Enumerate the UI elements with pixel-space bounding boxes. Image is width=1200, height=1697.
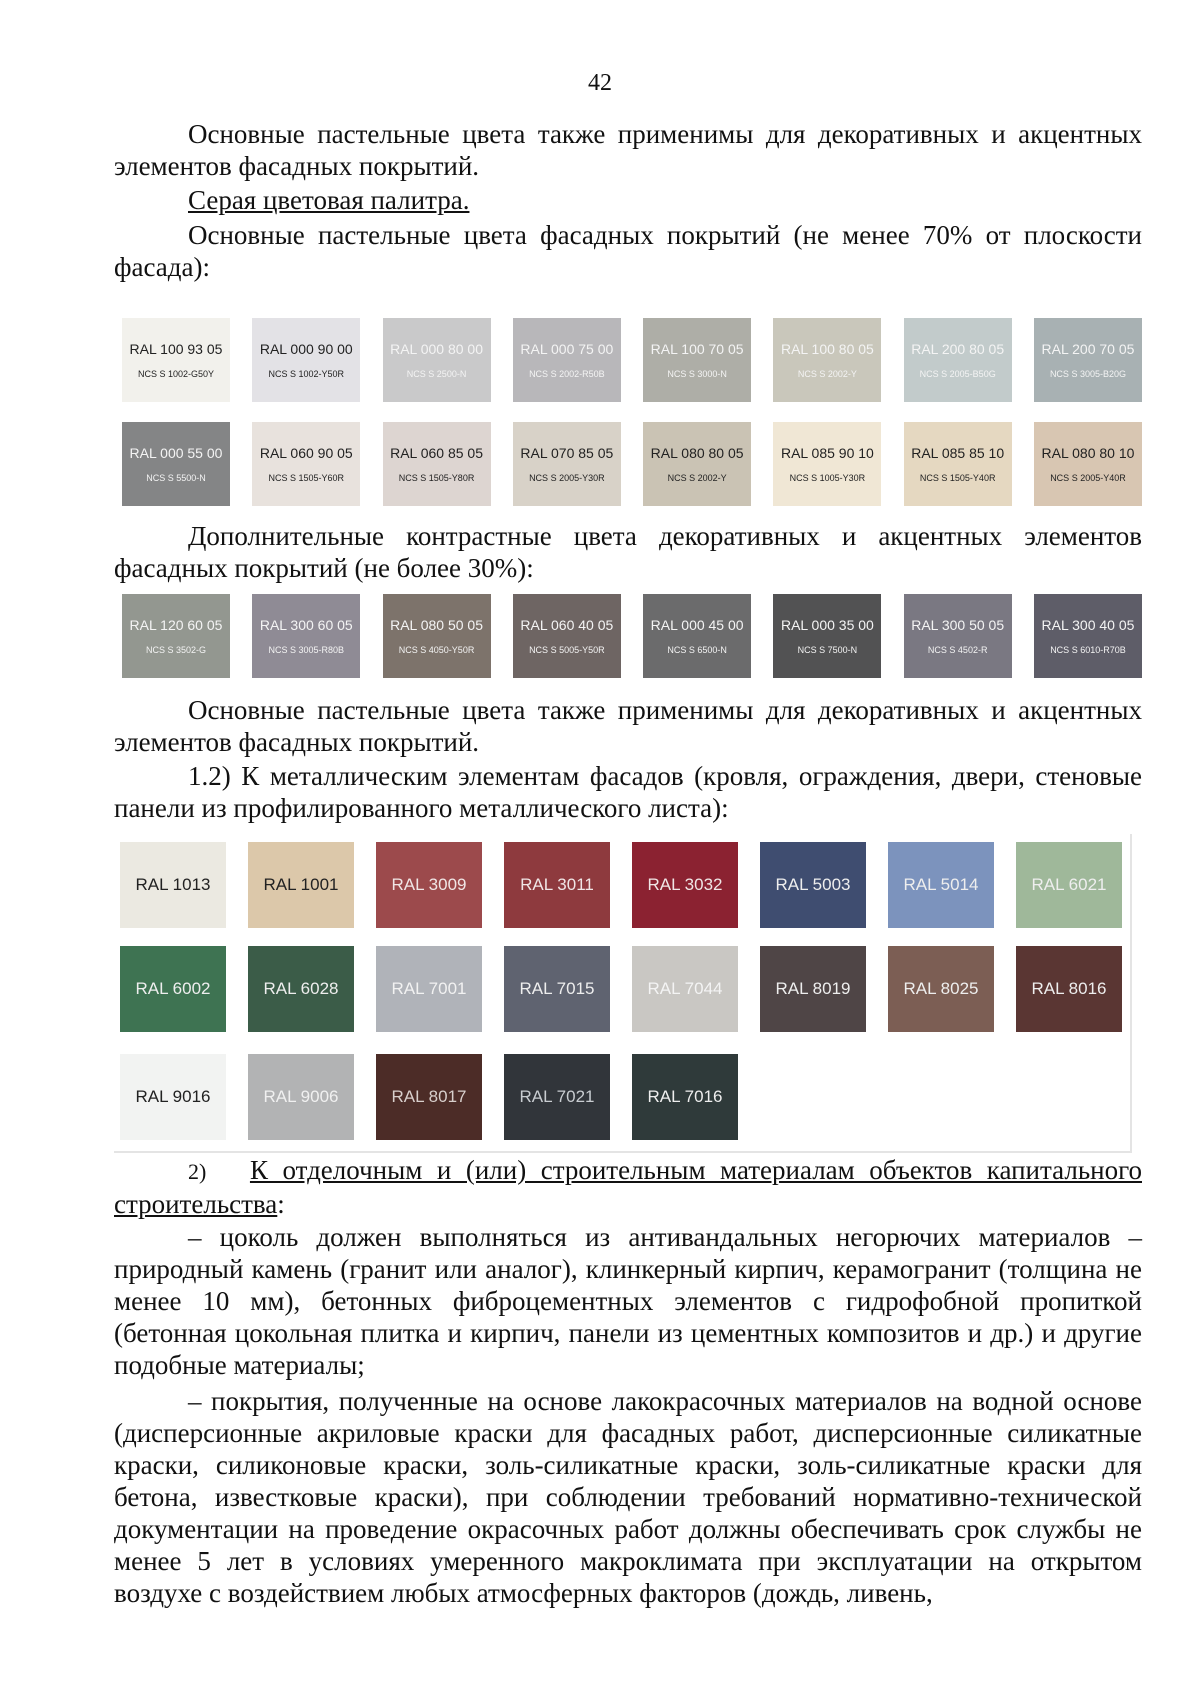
swatch-ral-code: RAL 100 93 05 — [129, 341, 223, 357]
swatch-ncs-code: NCS S 3005-B20G — [1049, 369, 1126, 379]
color-swatch — [643, 422, 751, 506]
page-number: 42 — [588, 70, 612, 96]
swatch-ncs-code: NCS S 2005-Y40R — [1050, 473, 1126, 483]
color-swatch — [513, 594, 621, 678]
swatch-ral-code: RAL 080 50 05 — [390, 617, 483, 633]
paragraph-finishing-materials — [114, 1154, 1142, 1220]
color-swatch — [773, 318, 881, 402]
swatch-ncs-code: NCS S 2002-Y — [797, 369, 857, 379]
swatch-ncs-code: NCS S 1505-Y40R — [919, 473, 996, 483]
swatch-ncs-code: NCS S 2500-N — [406, 369, 467, 379]
contrast-swatch-row — [122, 594, 1142, 678]
color-swatch — [252, 594, 360, 678]
metal-color-swatch: RAL 8017 — [376, 1054, 482, 1140]
paragraph-contrast-colors: Дополнительные контрастные цвета декоративных и акцентных элементов фасадных покрытий (не более 30%): — [114, 521, 1142, 583]
swatch-ral-code: RAL 080 80 10 — [1041, 445, 1135, 461]
paragraph-plinth-requirements: – цоколь должен выполняться из антивандальных негорючих материалов – природный камень (гранит или аналог), клинкерный кирпич, керамогранит (толщина не менее 10 мм), бетонных фиброцементных элементов с гидрофобной пропиткой (бетонная цокольная плитка и кирпич, панели из цементных композитов и др.) и другие подобные материалы; — [114, 1222, 1142, 1380]
metal-color-swatch: RAL 7001 — [376, 946, 482, 1032]
swatch-ral-code: RAL 000 90 00 — [259, 341, 353, 357]
swatch-ral-code: RAL 000 35 00 — [780, 617, 874, 633]
color-swatch — [904, 318, 1012, 402]
swatch-ncs-code: NCS S 7500-N — [797, 645, 858, 655]
swatch-ral-code: RAL 100 80 05 — [780, 341, 874, 357]
swatch-ral-code: RAL 085 85 10 — [911, 445, 1005, 461]
metal-color-swatch: RAL 7016 — [632, 1054, 738, 1140]
swatch-ral-code: RAL 000 55 00 — [129, 445, 223, 461]
metal-color-swatch: RAL 8016 — [1016, 946, 1122, 1032]
swatch-ral-code: RAL 100 70 05 — [650, 341, 744, 357]
swatch-ral-code: RAL 060 85 05 — [390, 445, 483, 461]
color-swatch — [383, 594, 491, 678]
swatch-ral-code: RAL 060 40 05 — [520, 617, 614, 633]
swatch-ral-code: RAL 300 40 05 — [1041, 617, 1135, 633]
swatch-ral-code: RAL 000 45 00 — [650, 617, 744, 633]
pastel-swatch-row-1 — [122, 318, 1142, 402]
swatch-ncs-code: NCS S 6010-R70B — [1050, 645, 1126, 655]
metal-color-swatch: RAL 3032 — [632, 842, 738, 928]
item-number: 2) — [188, 1159, 207, 1184]
swatch-ncs-code: NCS S 1505-Y80R — [398, 473, 475, 483]
swatch-ral-code: RAL 000 80 00 — [390, 341, 483, 357]
section-heading-grey-palette — [114, 184, 1142, 216]
swatch-ral-code: RAL 000 75 00 — [520, 341, 614, 357]
color-swatch — [643, 594, 751, 678]
swatch-ncs-code: NCS S 1002-Y50R — [268, 369, 345, 379]
swatch-ncs-code: NCS S 1005-Y30R — [789, 473, 866, 483]
swatch-ncs-code: NCS S 2005-B50G — [919, 369, 996, 379]
metal-swatch-row-2 — [120, 946, 1122, 1032]
pastel-swatch-row-2 — [122, 422, 1142, 506]
metal-color-swatch: RAL 5014 — [888, 842, 994, 928]
finishing-materials-heading: К отделочным и (или) строительным материалам объектов капитального строительства — [114, 1155, 1142, 1219]
metal-color-swatch: RAL 7015 — [504, 946, 610, 1032]
swatch-ncs-code: NCS S 1505-Y60R — [268, 473, 345, 483]
metal-color-swatch: RAL 6021 — [1016, 842, 1122, 928]
swatch-ncs-code: NCS S 4502-R — [927, 645, 988, 655]
metal-color-swatch: RAL 8025 — [888, 946, 994, 1032]
swatch-ral-code: RAL 060 90 05 — [259, 445, 353, 461]
heading-colon: : — [277, 1189, 285, 1219]
swatch-ral-code: RAL 200 80 05 — [911, 341, 1005, 357]
color-swatch — [773, 422, 881, 506]
color-swatch — [252, 318, 360, 402]
swatch-ral-code: RAL 070 85 05 — [520, 445, 614, 461]
metal-color-swatch: RAL 6028 — [248, 946, 354, 1032]
swatch-ncs-code: NCS S 5005-Y50R — [529, 645, 605, 655]
swatch-ral-code: RAL 300 50 05 — [911, 617, 1005, 633]
color-swatch — [773, 594, 881, 678]
metal-color-swatch: RAL 7021 — [504, 1054, 610, 1140]
swatch-ncs-code: NCS S 3502-G — [145, 645, 207, 655]
grey-palette-heading-text: Серая цветовая палитра. — [188, 185, 470, 215]
paragraph-main-pastel: Основные пастельные цвета фасадных покрытий (не менее 70% от плоскости фасада): — [114, 220, 1142, 282]
metal-color-swatch: RAL 3011 — [504, 842, 610, 928]
color-swatch — [122, 422, 230, 506]
metal-swatch-row-3 — [120, 1054, 738, 1140]
metal-color-swatch: RAL 8019 — [760, 946, 866, 1032]
color-swatch — [1034, 422, 1142, 506]
metal-color-swatch: RAL 9016 — [120, 1054, 226, 1140]
color-swatch — [1034, 318, 1142, 402]
color-swatch — [383, 422, 491, 506]
swatch-ncs-code: NCS S 1002-G50Y — [137, 369, 215, 379]
color-swatch — [122, 594, 230, 678]
color-swatch — [904, 422, 1012, 506]
swatch-ral-code: RAL 085 90 10 — [780, 445, 874, 461]
swatch-ncs-code: NCS S 6500-N — [667, 645, 727, 655]
metal-swatch-row-1 — [120, 842, 1122, 928]
swatch-ncs-code: NCS S 2005-Y30R — [529, 473, 605, 483]
swatch-ral-code: RAL 120 60 05 — [129, 617, 223, 633]
swatch-ncs-code: NCS S 4050-Y50R — [398, 645, 475, 655]
swatch-ncs-code: NCS S 2002-R50B — [529, 369, 605, 379]
metal-color-swatch: RAL 1001 — [248, 842, 354, 928]
color-swatch — [513, 318, 621, 402]
swatch-ral-code: RAL 200 70 05 — [1041, 341, 1135, 357]
metal-color-chart — [114, 834, 1132, 1153]
metal-color-swatch: RAL 6002 — [120, 946, 226, 1032]
swatch-ncs-code: NCS S 3005-R80B — [268, 645, 345, 655]
color-swatch — [252, 422, 360, 506]
swatch-ncs-code: NCS S 5500-N — [146, 473, 206, 483]
color-swatch — [513, 422, 621, 506]
color-swatch — [1034, 594, 1142, 678]
swatch-ral-code: RAL 080 80 05 — [650, 445, 744, 461]
metal-color-swatch: RAL 1013 — [120, 842, 226, 928]
metal-color-swatch: RAL 9006 — [248, 1054, 354, 1140]
metal-color-swatch: RAL 3009 — [376, 842, 482, 928]
metal-color-swatch: RAL 5003 — [760, 842, 866, 928]
paragraph-metal-elements: 1.2) К металлическим элементам фасадов (кровля, ограждения, двери, стеновые панели из профилированного металлического листа): — [114, 761, 1142, 823]
color-swatch — [643, 318, 751, 402]
swatch-ral-code: RAL 300 60 05 — [259, 617, 353, 633]
paragraph-pastel-note-repeat: Основные пастельные цвета также применимы для декоративных и акцентных элементов фасадных покрытий. — [114, 695, 1142, 757]
metal-color-swatch: RAL 7044 — [632, 946, 738, 1032]
paragraph-coating-requirements: – покрытия, полученные на основе лакокрасочных материалов на водной основе (дисперсионные акриловые краски для фасадных работ, дисперсионные силикатные краски, силиконовые краски, золь-силикатные краски, золь-силикатные краски для бетона, известковые краски), при соблюдении требований нормативно-технической документации на проведение окрасочных работ должны обеспечивать срок службы не менее 5 лет в условиях умеренного макроклимата при эксплуатации на открытом воздухе с воздействием любых атмосферных факторов (дождь, ливень, — [114, 1386, 1142, 1608]
color-swatch — [383, 318, 491, 402]
swatch-ncs-code: NCS S 3000-N — [667, 369, 727, 379]
color-swatch — [904, 594, 1012, 678]
color-swatch — [122, 318, 230, 402]
swatch-ncs-code: NCS S 2002-Y — [667, 473, 727, 483]
paragraph-pastel-note: Основные пастельные цвета также применимы для декоративных и акцентных элементов фасадных покрытий. — [114, 119, 1142, 181]
